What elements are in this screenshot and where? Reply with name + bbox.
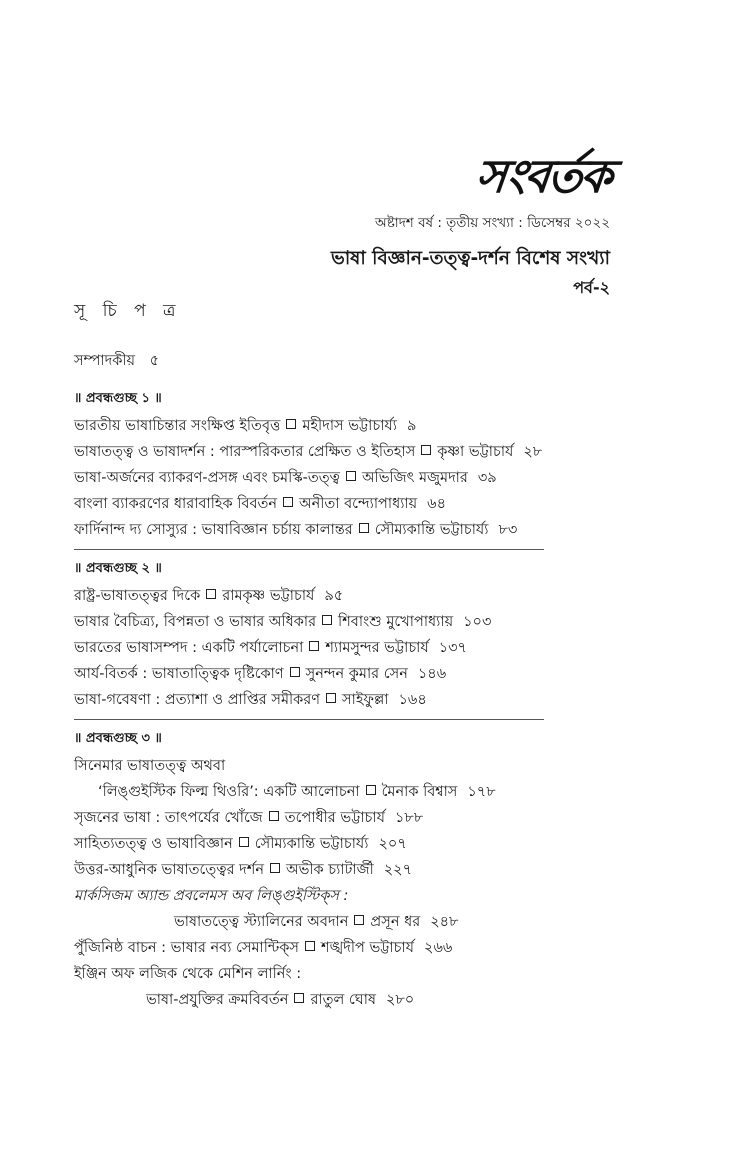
- special-issue-title: ভাষা বিজ্ঞান-তত্ত্ব-দর্শন বিশেষ সংখ্যা: [331, 248, 610, 269]
- toc-entry: [74, 491, 634, 517]
- toc-entry: [74, 935, 634, 961]
- toc-entry: [74, 909, 634, 935]
- square-bullet-icon: [269, 811, 279, 821]
- entry-author: সৌম্যকান্তি ভট্টাচার্য্য: [254, 836, 369, 852]
- square-bullet-icon: [359, 523, 369, 533]
- square-bullet-icon: [206, 589, 216, 599]
- entry-author: মৈনাক বিশ্বাস: [381, 784, 458, 800]
- toc-entry: [74, 779, 634, 805]
- entry-author: সাইফুল্লা: [342, 692, 389, 708]
- entry-page: ৬৪: [427, 496, 447, 512]
- entry-page: ১৬৪: [398, 692, 427, 708]
- section-divider: [74, 719, 544, 720]
- entry-title: সাহিত্যতত্ত্ব ও ভাষাবিজ্ঞান: [74, 836, 233, 852]
- entry-author: তপোধীর ভট্টাচার্য: [284, 810, 385, 826]
- entry-title: সম্পাদকীয়: [74, 353, 136, 369]
- entry-author: অনীতা বন্দ্যোপাধ্যায়: [299, 496, 418, 512]
- entry-page: ২৪৮: [430, 914, 459, 930]
- entry-page: ২৬৬: [424, 940, 453, 956]
- toc-entry-editorial: [74, 348, 634, 374]
- entry-title: ‘লিঙ্গুইস্টিক ফিল্ম থিওরি’: একটি আলোচনা: [98, 784, 360, 800]
- entry-title: ভারতীয় ভাষাচিন্তার সংক্ষিপ্ত ইতিবৃত্ত: [74, 418, 281, 434]
- entry-page: ১৮৮: [394, 810, 424, 826]
- entry-title: বাংলা ব্যাকরণের ধারাবাহিক বিবর্তন: [74, 496, 278, 512]
- entry-title: আর্য-বিতর্ক : ভাষাতাত্ত্বিক দৃষ্টিকোণ: [74, 666, 284, 682]
- entry-page: ২৮: [523, 444, 543, 460]
- toc-entry-lead: ইঞ্জিন অফ লজিক থেকে মেশিন লার্নিং :: [74, 966, 302, 982]
- entry-page: ৯: [406, 418, 417, 434]
- square-bullet-icon: [270, 863, 280, 873]
- entry-author: সুনন্দন কুমার সেন: [305, 666, 408, 682]
- entry-author: প্রসূন ধর: [370, 914, 421, 930]
- entry-title: ভাষাতত্ত্বে স্ট্যালিনের অবদান: [174, 914, 349, 930]
- square-bullet-icon: [294, 993, 304, 1003]
- toc-entry: [74, 987, 634, 1013]
- square-bullet-icon: [346, 471, 356, 481]
- entry-page: ১৩৭: [438, 640, 467, 656]
- entry-title: ভাষাতত্ত্ব ও ভাষাদর্শন : পারস্পরিকতার প্রেক্ষিত ও ইতিহাস: [74, 444, 416, 460]
- toc-entry: [74, 635, 634, 661]
- entry-title: ভাষা-অর্জনের ব্যাকরণ-প্রসঙ্গ এবং চমস্কি-তত্ত্ব: [74, 470, 340, 486]
- toc-entry-lead: মার্কসিজম অ্যান্ড প্রবলেমস অব লিঙ্গুইস্টিক্‌স :: [74, 888, 349, 904]
- entry-author: মহীদাস ভট্টাচার্য্য: [302, 418, 397, 434]
- toc-entry: [74, 517, 634, 543]
- square-bullet-icon: [239, 837, 249, 847]
- square-bullet-icon: [290, 667, 300, 677]
- contents-heading: সূ চি প ত্র: [74, 301, 182, 321]
- entry-title: ভাষা-গবেষণা : প্রত্যাশা ও প্রাপ্তির সমীকরণ: [74, 692, 321, 708]
- section-heading: ॥ প্রবন্ধগুচ্ছ ২ ॥: [74, 561, 162, 576]
- square-bullet-icon: [305, 941, 315, 951]
- entry-page: ৮৩: [498, 522, 518, 538]
- entry-page: ৩৯: [477, 470, 497, 486]
- entry-title: রাষ্ট্র-ভাষাতত্ত্বর দিকে: [74, 588, 201, 604]
- entry-page: ২২৭: [383, 862, 413, 878]
- entry-page: ১৭৮: [467, 784, 496, 800]
- square-bullet-icon: [309, 641, 319, 651]
- toc-entry: [74, 805, 634, 831]
- section-heading: ॥ প্রবন্ধগুচ্ছ ১ ॥: [74, 391, 162, 406]
- entry-page: ১৪৬: [417, 666, 447, 682]
- toc-entry: [74, 609, 634, 635]
- entry-author: অভীক চ্যাটার্জী: [286, 862, 374, 878]
- square-bullet-icon: [421, 445, 431, 455]
- toc-entry: [74, 661, 634, 687]
- entry-author: রাতুল ঘোষ: [310, 992, 376, 1008]
- entry-author: কৃষ্ণা ভট্টাচার্য: [437, 444, 514, 460]
- entry-title: সৃজনের ভাষা : তাৎপর্যের খোঁজে: [74, 810, 263, 826]
- toc-entry: [74, 831, 634, 857]
- entry-page: ১০৩: [463, 614, 492, 630]
- magazine-logo: সংবর্তক: [472, 149, 613, 203]
- entry-page: ৯৫: [324, 588, 344, 604]
- toc-entry: [74, 687, 634, 713]
- square-bullet-icon: [366, 785, 376, 795]
- square-bullet-icon: [283, 497, 293, 507]
- toc-entry: [74, 439, 634, 465]
- entry-title: ভাষা-প্রযুক্তির ক্রমবিবর্তন: [146, 992, 289, 1008]
- entry-title: ভাষার বৈচিত্র্য, বিপন্নতা ও ভাষার অধিকার: [74, 614, 317, 630]
- toc-entry-lead: সিনেমার ভাষাতত্ত্ব অথবা: [74, 758, 226, 774]
- toc-entry: [74, 583, 634, 609]
- issue-line: অষ্টাদশ বর্ষ : তৃতীয় সংখ্যা : ডিসেম্বর ২০২২: [375, 215, 610, 231]
- toc-entry: [74, 413, 634, 439]
- toc-entry: [74, 465, 634, 491]
- part-label: পর্ব-২: [573, 278, 610, 297]
- square-bullet-icon: [354, 915, 364, 925]
- entry-author: শঙ্খদীপ ভট্টাচার্য: [321, 940, 415, 956]
- masthead: [472, 148, 613, 204]
- section-divider: [74, 549, 544, 550]
- square-bullet-icon: [322, 615, 332, 625]
- entry-page: ২০৭: [378, 836, 407, 852]
- entry-author: অভিজিৎ মজুমদার: [362, 470, 468, 486]
- toc-entry: [74, 857, 634, 883]
- entry-title: ভারতের ভাষাসম্পদ : একটি পর্যালোচনা: [74, 640, 304, 656]
- entry-page: ২৮০: [385, 992, 415, 1008]
- square-bullet-icon: [326, 693, 336, 703]
- entry-page: ৫: [149, 353, 160, 369]
- entry-author: সৌম্যকান্তি ভট্টাচার্য্য: [374, 522, 489, 538]
- table-of-contents: [74, 348, 634, 1013]
- entry-author: শ্যামসুন্দর ভট্টাচার্য: [325, 640, 429, 656]
- square-bullet-icon: [286, 419, 296, 429]
- entry-author: রামকৃষ্ণ ভট্টাচার্য: [222, 588, 315, 604]
- entry-title: পুঁজিনিষ্ঠ বাচন : ভাষার নব্য সেমান্টিক্‌স: [74, 940, 300, 956]
- entry-title: উত্তর-আধুনিক ভাষাতত্ত্বের দর্শন: [74, 862, 265, 878]
- entry-author: শিবাংশু মুখোপাধ্যায়: [338, 614, 454, 630]
- section-heading: ॥ প্রবন্ধগুচ্ছ ৩ ॥: [74, 731, 162, 746]
- entry-title: ফার্দিনান্দ দ্য সোস্যুর : ভাষাবিজ্ঞান চর্চায় কালান্তর: [74, 522, 353, 538]
